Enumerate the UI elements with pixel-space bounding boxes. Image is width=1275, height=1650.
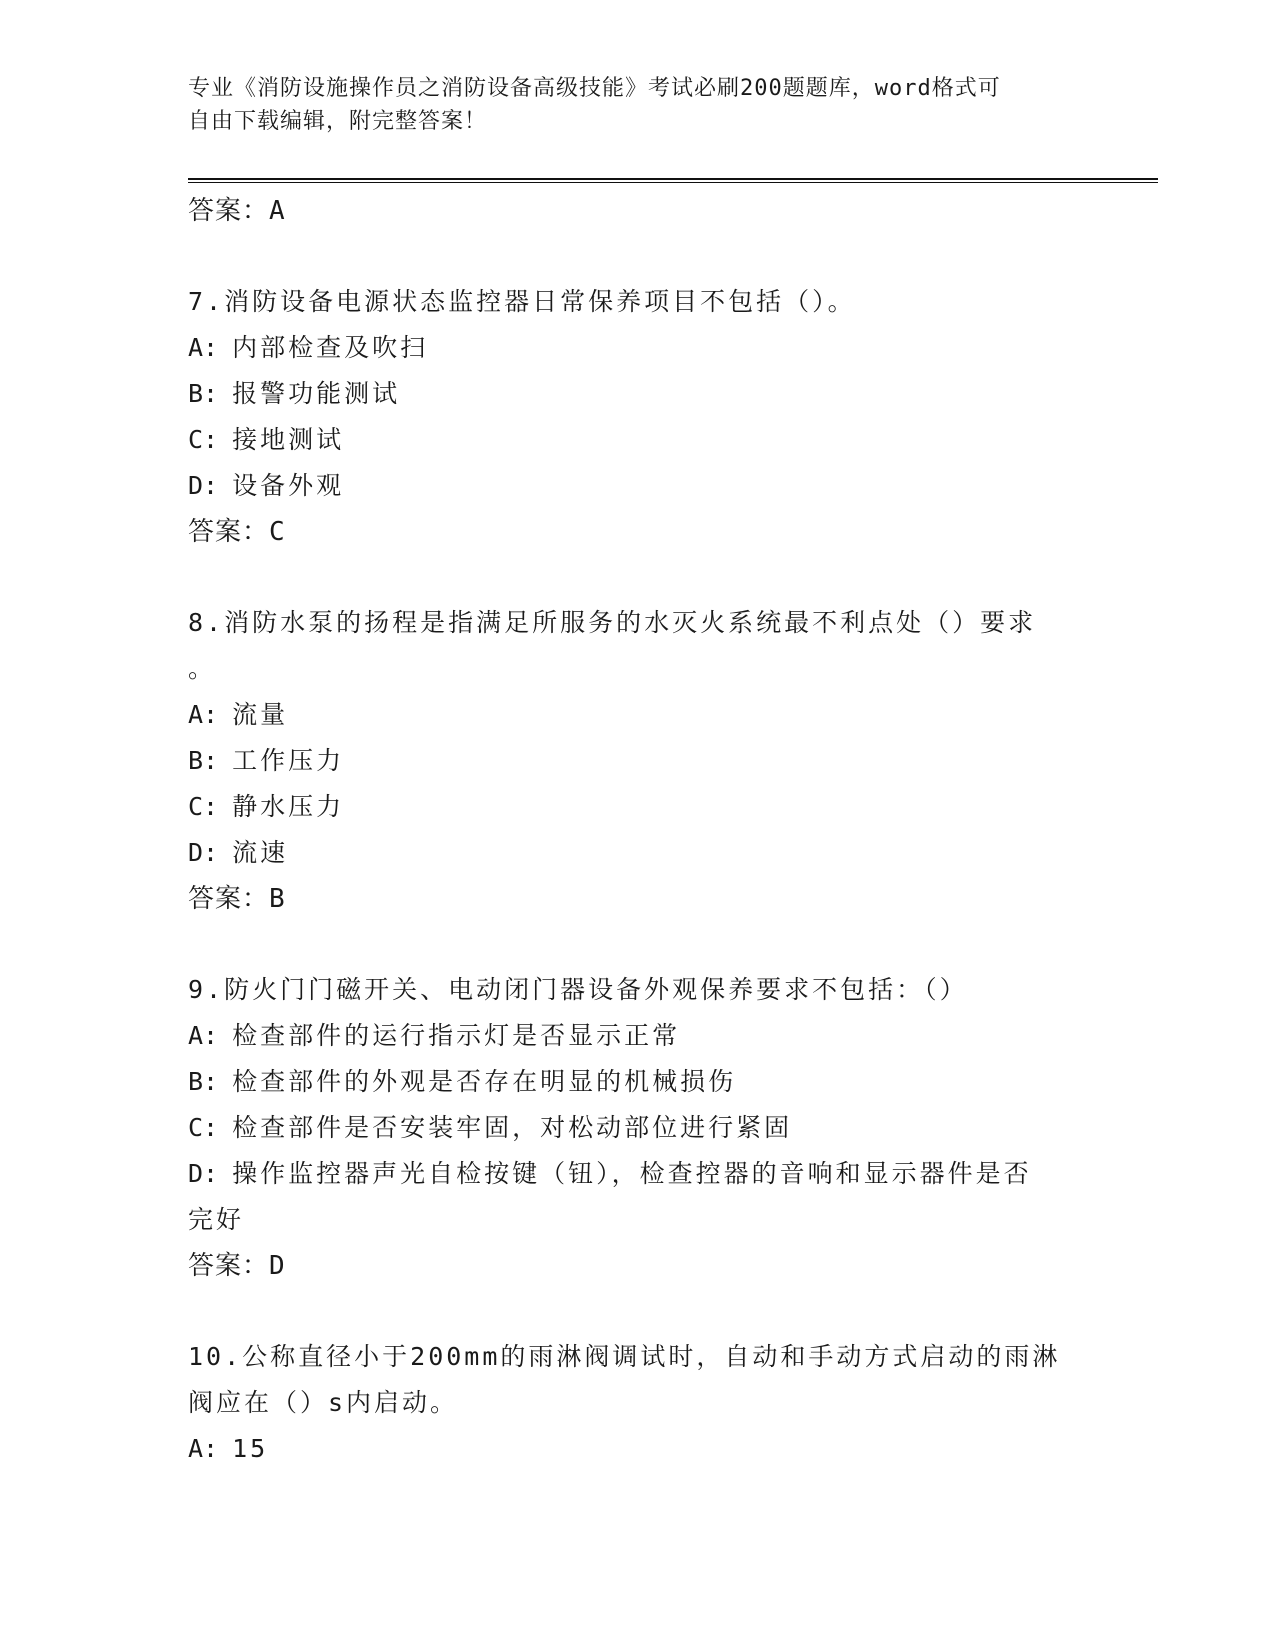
option-letter: A: (188, 333, 219, 362)
answer-label: 答案： (188, 196, 270, 226)
option-d-continued: 完好 (188, 1205, 245, 1234)
option-c (188, 784, 1088, 830)
question-stem: 7.消防设备电源状态监控器日常保养项目不包括（）。 (188, 287, 856, 316)
option-b (188, 738, 1088, 784)
answer-value: A (269, 196, 285, 226)
option-b (188, 1059, 1088, 1105)
question-stem-continued: 。 (188, 654, 217, 683)
answer-line (188, 1243, 1088, 1289)
option-letter: B: (188, 379, 219, 408)
option-a (188, 1013, 1088, 1059)
question-gap (188, 555, 1088, 600)
option-d (188, 1151, 1088, 1197)
answer-line-q6 (188, 188, 1088, 234)
option-d (188, 463, 1088, 509)
page-header (188, 72, 1088, 138)
option-letter: C: (188, 1113, 219, 1142)
option-letter: A: (188, 1434, 219, 1463)
header-title-line-2: 自由下载编辑，附完整答案！ (188, 109, 488, 134)
question-8 (188, 600, 1088, 922)
question-stem: 9.防火门门磁开关、电动闭门器设备外观保养要求不包括：（） (188, 975, 968, 1004)
option-letter: C: (188, 792, 219, 821)
answer-value: D (269, 1251, 285, 1281)
question-gap (188, 1289, 1088, 1334)
option-c (188, 417, 1088, 463)
answer-value: C (269, 517, 285, 547)
option-text: 操作监控器声光自检按键（钮），检查控器的音响和显示器件是否 (232, 1159, 1032, 1188)
option-text: 流量 (232, 700, 289, 729)
answer-label: 答案： (188, 517, 270, 547)
question-stem: 8.消防水泵的扬程是指满足所服务的水灭火系统最不利点处（）要求 (188, 608, 1037, 637)
answer-line (188, 509, 1088, 555)
option-text: 工作压力 (232, 746, 345, 775)
option-b (188, 371, 1088, 417)
option-text: 静水压力 (232, 792, 345, 821)
answer-value: B (269, 884, 285, 914)
option-letter: D: (188, 838, 219, 867)
answer-label: 答案： (188, 884, 270, 914)
option-text: 流速 (232, 838, 289, 867)
question-gap (188, 922, 1088, 967)
question-7 (188, 279, 1088, 555)
option-text: 检查部件的运行指示灯是否显示正常 (232, 1021, 681, 1050)
option-text: 接地测试 (232, 425, 345, 454)
question-9 (188, 967, 1088, 1289)
option-letter: A: (188, 1021, 219, 1050)
option-a (188, 1426, 1088, 1472)
option-c (188, 1105, 1088, 1151)
option-letter: D: (188, 1159, 219, 1188)
question-list (188, 188, 1088, 1472)
option-d (188, 830, 1088, 876)
option-a (188, 325, 1088, 371)
answer-label: 答案： (188, 1251, 270, 1281)
option-text: 设备外观 (232, 471, 345, 500)
option-a (188, 692, 1088, 738)
question-10 (188, 1334, 1088, 1472)
option-text: 检查部件是否安装牢固，对松动部位进行紧固 (232, 1113, 793, 1142)
option-letter: B: (188, 746, 219, 775)
question-stem: 10.公称直径小于200mm的雨淋阀调试时，自动和手动方式启动的雨淋 (188, 1342, 1061, 1371)
header-title-line-1: 专业《消防设施操作员之消防设备高级技能》考试必刷200题题库，word格式可 (188, 76, 1001, 101)
question-gap (188, 234, 1088, 279)
header-divider (188, 178, 1158, 183)
option-text: 报警功能测试 (232, 379, 401, 408)
option-letter: D: (188, 471, 219, 500)
option-letter: B: (188, 1067, 219, 1096)
option-text: 内部检查及吹扫 (232, 333, 429, 362)
option-text: 检查部件的外观是否存在明显的机械损伤 (232, 1067, 737, 1096)
question-stem-continued: 阀应在（）s内启动。 (188, 1388, 459, 1417)
answer-line (188, 876, 1088, 922)
option-letter: A: (188, 700, 219, 729)
option-letter: C: (188, 425, 219, 454)
option-text: 15 (232, 1434, 269, 1463)
